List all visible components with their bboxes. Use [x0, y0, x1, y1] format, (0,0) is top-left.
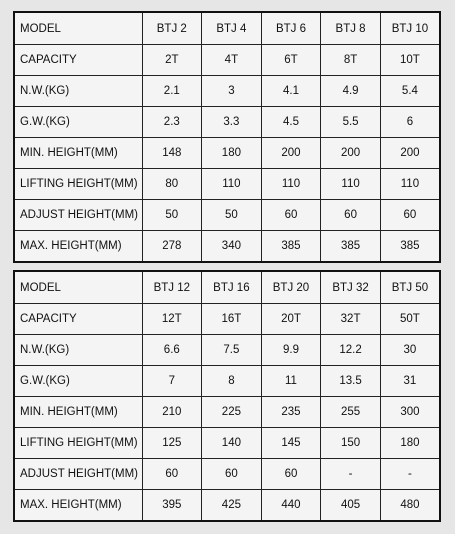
header-label: MODEL: [14, 271, 142, 304]
table-row-lifting-height-mm: [14, 169, 440, 200]
table-cell: 9.9: [261, 335, 321, 366]
table-cell: 31: [380, 366, 440, 397]
table-cell: 180: [380, 428, 440, 459]
table-cell: 4T: [202, 45, 262, 76]
row-label: N.W.(KG): [14, 335, 142, 366]
table-cell: 150: [321, 428, 381, 459]
table-cell: 60: [380, 200, 440, 231]
table-cell: 11: [261, 366, 321, 397]
table-cell: 30: [380, 335, 440, 366]
model-header-btj-4: BTJ 4: [202, 12, 262, 45]
table-cell: 7.5: [202, 335, 262, 366]
table-cell: 32T: [321, 304, 381, 335]
table-cell: 180: [202, 138, 262, 169]
table-cell: 20T: [261, 304, 321, 335]
row-label: MAX. HEIGHT(MM): [14, 490, 142, 522]
model-header-btj-10: BTJ 10: [380, 12, 440, 45]
table-cell: 50T: [380, 304, 440, 335]
table-cell: 12T: [142, 304, 202, 335]
row-label: LIFTING HEIGHT(MM): [14, 169, 142, 200]
table-cell: 440: [261, 490, 321, 522]
table-row-n-w-kg: [14, 335, 440, 366]
model-header-btj-8: BTJ 8: [321, 12, 381, 45]
table-header-row: [14, 12, 440, 45]
table-cell: -: [380, 459, 440, 490]
table-cell: 5.4: [380, 76, 440, 107]
table-cell: 3.3: [202, 107, 262, 138]
table-row-adjust-height-mm: [14, 200, 440, 231]
row-label: ADJUST HEIGHT(MM): [14, 200, 142, 231]
table-cell: 405: [321, 490, 381, 522]
table-row-min-height-mm: [14, 397, 440, 428]
table-cell: 300: [380, 397, 440, 428]
table-cell: 225: [202, 397, 262, 428]
table-cell: 5.5: [321, 107, 381, 138]
table-cell: -: [321, 459, 381, 490]
table-cell: 235: [261, 397, 321, 428]
model-header-btj-12: BTJ 12: [142, 271, 202, 304]
model-header-btj-6: BTJ 6: [261, 12, 321, 45]
row-label: G.W.(KG): [14, 366, 142, 397]
table-cell: 8: [202, 366, 262, 397]
model-header-btj-16: BTJ 16: [202, 271, 262, 304]
table-cell: 50: [202, 200, 262, 231]
table-cell: 4.9: [321, 76, 381, 107]
row-label: MAX. HEIGHT(MM): [14, 231, 142, 263]
row-label: ADJUST HEIGHT(MM): [14, 459, 142, 490]
table-cell: 385: [380, 231, 440, 263]
table-row-n-w-kg: [14, 76, 440, 107]
row-label: N.W.(KG): [14, 76, 142, 107]
table-header-row: [14, 271, 440, 304]
spec-table-1: [13, 11, 441, 263]
table-cell: 6.6: [142, 335, 202, 366]
table-cell: 16T: [202, 304, 262, 335]
table-row-capacity: [14, 304, 440, 335]
table-cell: 60: [202, 459, 262, 490]
table-cell: 480: [380, 490, 440, 522]
table-cell: 6: [380, 107, 440, 138]
table-row-g-w-kg: [14, 107, 440, 138]
table-cell: 140: [202, 428, 262, 459]
table-cell: 4.1: [261, 76, 321, 107]
table-cell: 148: [142, 138, 202, 169]
table-cell: 425: [202, 490, 262, 522]
table-cell: 210: [142, 397, 202, 428]
row-label: G.W.(KG): [14, 107, 142, 138]
table-cell: 4.5: [261, 107, 321, 138]
table-cell: 60: [261, 459, 321, 490]
table-cell: 200: [261, 138, 321, 169]
row-label: MIN. HEIGHT(MM): [14, 397, 142, 428]
table-cell: 50: [142, 200, 202, 231]
table-cell: 6T: [261, 45, 321, 76]
table-cell: 145: [261, 428, 321, 459]
table-cell: 125: [142, 428, 202, 459]
model-header-btj-2: BTJ 2: [142, 12, 202, 45]
table-cell: 385: [261, 231, 321, 263]
table-cell: 340: [202, 231, 262, 263]
header-label: MODEL: [14, 12, 142, 45]
model-header-btj-32: BTJ 32: [321, 271, 381, 304]
table-cell: 110: [321, 169, 381, 200]
table-cell: 10T: [380, 45, 440, 76]
table-cell: 200: [380, 138, 440, 169]
table-cell: 3: [202, 76, 262, 107]
table-cell: 8T: [321, 45, 381, 76]
table-cell: 2.1: [142, 76, 202, 107]
table-cell: 60: [142, 459, 202, 490]
table-cell: 110: [202, 169, 262, 200]
table-row-min-height-mm: [14, 138, 440, 169]
table-row-g-w-kg: [14, 366, 440, 397]
table-row-max-height-mm: [14, 231, 440, 263]
table-cell: 385: [321, 231, 381, 263]
table-cell: 110: [380, 169, 440, 200]
model-header-btj-50: BTJ 50: [380, 271, 440, 304]
table-cell: 110: [261, 169, 321, 200]
table-cell: 80: [142, 169, 202, 200]
table-cell: 278: [142, 231, 202, 263]
spec-table-2: [13, 270, 441, 522]
table-cell: 395: [142, 490, 202, 522]
table-row-lifting-height-mm: [14, 428, 440, 459]
table-cell: 2.3: [142, 107, 202, 138]
table-cell: 200: [321, 138, 381, 169]
table-cell: 13.5: [321, 366, 381, 397]
table-cell: 60: [261, 200, 321, 231]
row-label: LIFTING HEIGHT(MM): [14, 428, 142, 459]
table-row-adjust-height-mm: [14, 459, 440, 490]
table-cell: 255: [321, 397, 381, 428]
table-row-max-height-mm: [14, 490, 440, 522]
model-header-btj-20: BTJ 20: [261, 271, 321, 304]
row-label: MIN. HEIGHT(MM): [14, 138, 142, 169]
table-cell: 7: [142, 366, 202, 397]
table-row-capacity: [14, 45, 440, 76]
row-label: CAPACITY: [14, 45, 142, 76]
row-label: CAPACITY: [14, 304, 142, 335]
table-cell: 12.2: [321, 335, 381, 366]
table-cell: 2T: [142, 45, 202, 76]
table-cell: 60: [321, 200, 381, 231]
